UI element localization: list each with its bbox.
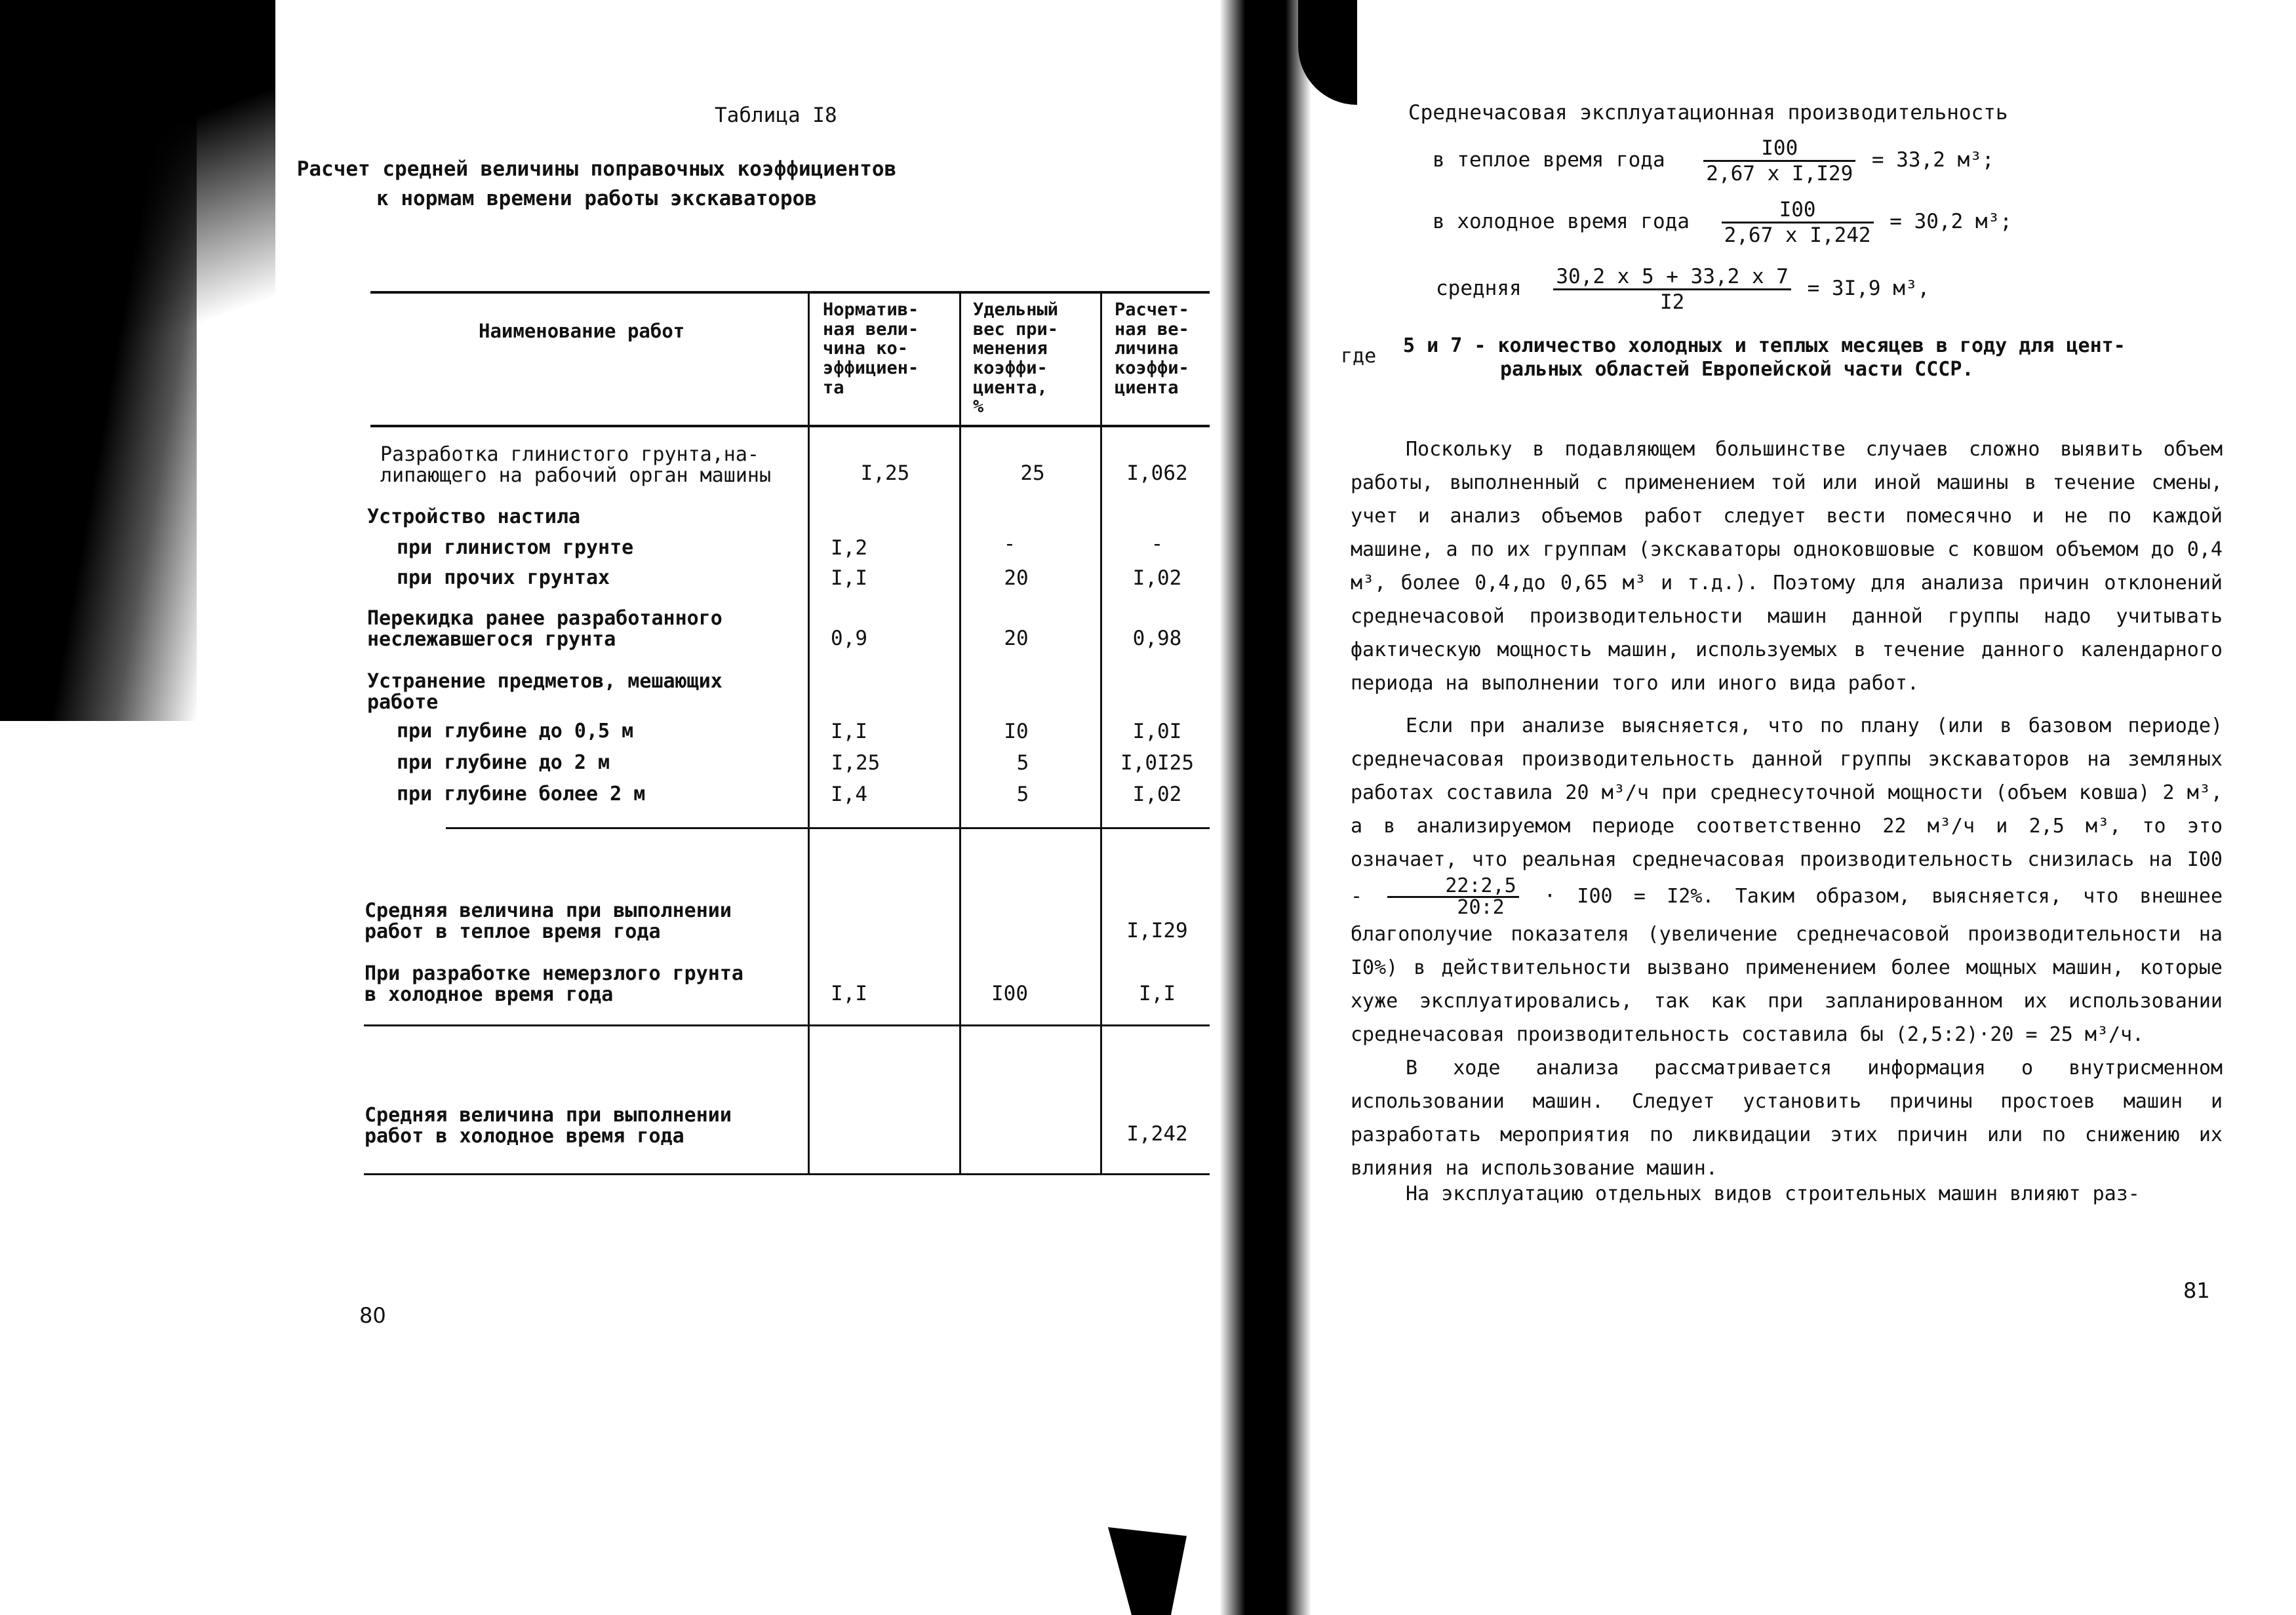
fraction-denominator: I2 bbox=[1659, 290, 1685, 314]
table-title bbox=[236, 155, 957, 214]
table-caption: Таблица I8 bbox=[715, 104, 837, 127]
fraction-numerator: I00 bbox=[1703, 136, 1855, 162]
table-cell-norm: I,I bbox=[831, 566, 867, 590]
column-header: Удельный вес при- менения коэффи- циента, % bbox=[973, 300, 1059, 418]
table-cell-calc: I,0I25 bbox=[1120, 751, 1194, 775]
where-prefix: где bbox=[1341, 345, 1377, 368]
table-row-label: при прочих грунтах bbox=[397, 566, 610, 589]
formula-label: в теплое время года bbox=[1433, 148, 1665, 172]
table-header-rule bbox=[370, 425, 1210, 427]
table-cell-share: 25 bbox=[1020, 461, 1045, 485]
table-row-label: при глинистом грунте bbox=[397, 536, 634, 559]
table-title-line: Расчет средней величины поправочных коэффициентов bbox=[296, 157, 897, 181]
column-header: Норматив- ная вели- чина ко- эффициен- та bbox=[823, 300, 919, 398]
paragraph-text: · I00 = I2%. Таким образом, выясняется, что внешнее благополучие показателя (увеличение среднечасовой производительности на I0%) в действительности вызвано применением более мощных машин, которые хуже эксплуатировались, так как при запланированном их использовании среднечасовая производительность составила бы (2,5:2)·20 = 25 м³/ч. bbox=[1351, 885, 2223, 1046]
page-number-right: 81 bbox=[2183, 1278, 2210, 1303]
table-cell-calc: I,I29 bbox=[1126, 919, 1188, 943]
fraction-denominator: 2,67 х I,242 bbox=[1724, 224, 1871, 247]
table-bottom-rule bbox=[364, 1173, 1210, 1175]
table-col-line bbox=[1100, 291, 1102, 1175]
table-cell-calc: I,242 bbox=[1126, 1122, 1188, 1146]
table-cell-share: 20 bbox=[1004, 627, 1029, 650]
table-rule bbox=[446, 827, 1210, 829]
table-row-label: Разработка глинистого грунта,на- липающего на рабочий орган машины bbox=[380, 443, 772, 487]
page-number-left: 80 bbox=[359, 1303, 386, 1328]
table-cell-norm: I,I bbox=[831, 982, 867, 1005]
book-gutter bbox=[1219, 0, 1311, 1615]
table-row-label: при глубине до 2 м bbox=[397, 751, 610, 774]
fraction-denominator: 20:2 bbox=[1457, 896, 1505, 919]
paragraph: Поскольку в подавляющем большинстве случаев сложно выявить объем работы, выполненный с применением той или иной машины в течение смены, учет и анализ объемов работ следует вести помесячно и не по каждой машине, а по их группам (экскаваторы одноковшовые с ковшом объемом до 0,4 м³, более 0,4,до 0,65 м³ и т.д.). Поэтому для анализа причин отклонений среднечасовой производительности машин данной группы надо учитывать фактическую мощность машин, используемых в течение данного календарного периода на выполнении того или иного вида работ. bbox=[1351, 438, 2223, 695]
paragraph bbox=[1351, 709, 2223, 1051]
scan-blot-bottom bbox=[1108, 1527, 1187, 1615]
table-row-label: Средняя величина при выполнении работ в холодное время года bbox=[365, 1104, 732, 1148]
table-cell-norm: I,25 bbox=[831, 751, 881, 775]
fraction bbox=[1387, 876, 1518, 918]
formula-heading: Среднечасовая эксплуатационная производительность bbox=[1408, 101, 2008, 125]
fraction-numerator: 22:2,5 bbox=[1387, 876, 1518, 898]
formula-label: в холодное время года bbox=[1433, 210, 1690, 233]
table-row-label: Перекидка ранее разработанного неслежавшегося грунта bbox=[367, 607, 722, 651]
paragraph-text: Если при анализе выясняется, что по плану (или в базовом периоде) среднечасовая производительность данной группы экскаваторов на земляных работах составила 20 м³/ч при среднесуточной мощности (объем ковша) 2 м³, а в анализируемом периоде соответственно 22 м³/ч и 2,5 м³, то это означает, что реальная среднечасовая производительность снизилась на I00 - bbox=[1351, 714, 2223, 908]
table-cell-calc: I,02 bbox=[1132, 566, 1182, 590]
table-row-label: Устройство настила bbox=[367, 505, 581, 528]
table-cell-norm: I,25 bbox=[860, 461, 910, 485]
table-row-label: при глубине более 2 м bbox=[397, 783, 646, 806]
paragraph: На эксплуатацию отдельных видов строительных машин влияют раз- bbox=[1406, 1182, 2140, 1205]
fraction bbox=[1553, 265, 1791, 314]
formula-cold bbox=[1433, 198, 2012, 247]
table-row-label: при глубине до 0,5 м bbox=[397, 720, 634, 743]
where-note bbox=[1403, 334, 2126, 381]
table-row-label: Устранение предметов, мешающих работе bbox=[367, 670, 722, 714]
table-cell-share: I0 bbox=[1004, 720, 1029, 743]
table-cell-norm: 0,9 bbox=[831, 627, 867, 650]
table-cell-share: I00 bbox=[991, 982, 1028, 1005]
formula-result: = 3I,9 м³, bbox=[1807, 277, 1930, 300]
table-cell-calc: I,02 bbox=[1132, 783, 1182, 806]
fraction-denominator: 2,67 х I,I29 bbox=[1706, 162, 1853, 185]
table-cell-calc: I,I bbox=[1139, 982, 1176, 1005]
table-cell-norm: I,4 bbox=[831, 783, 867, 806]
column-header: Расчет- ная ве- личина коэффи- циента bbox=[1115, 300, 1189, 398]
table-top-rule bbox=[370, 291, 1210, 294]
where-line: ральных областей Европейской части СССР. bbox=[1500, 358, 1974, 381]
table-cell-norm: I,2 bbox=[831, 536, 867, 560]
table-col-line bbox=[808, 291, 810, 1175]
fraction bbox=[1722, 198, 1874, 247]
column-header: Наименование работ bbox=[479, 320, 685, 342]
table-title-line: к нормам времени работы экскаваторов bbox=[376, 186, 817, 210]
table-cell-norm: I,I bbox=[831, 720, 867, 743]
table-cell-share: 5 bbox=[1016, 751, 1029, 775]
table-cell-calc: I,0I bbox=[1132, 720, 1182, 743]
fraction-numerator: I00 bbox=[1722, 198, 1874, 224]
table-row-label: Средняя величина при выполнении работ в теплое время года bbox=[365, 899, 732, 943]
formula-label: средняя bbox=[1436, 277, 1522, 300]
scan-shadow-left-top bbox=[0, 0, 275, 367]
table-cell-share: - bbox=[1003, 532, 1016, 556]
table-col-line bbox=[959, 291, 961, 1175]
table-cell-share: 20 bbox=[1004, 566, 1029, 590]
formula-result: = 30,2 м³; bbox=[1890, 210, 2012, 233]
table-cell-calc: 0,98 bbox=[1132, 627, 1182, 650]
formula-warm bbox=[1433, 136, 1994, 185]
table-cell-calc: I,062 bbox=[1126, 461, 1188, 485]
paragraph: В ходе анализа рассматривается информация о внутрисменном использовании машин. Следует установить причины простоев машин и разработать мероприятия по ликвидации этих причин или по снижению их влияния на использование машин. bbox=[1351, 1057, 2223, 1180]
table-cell-calc: - bbox=[1151, 532, 1164, 556]
formula-result: = 33,2 м³; bbox=[1871, 148, 1994, 172]
table-row-label: При разработке немерзлого грунта в холодное время года bbox=[365, 962, 743, 1006]
table-cell-share: 5 bbox=[1016, 783, 1029, 806]
fraction bbox=[1703, 136, 1855, 185]
table-rule bbox=[364, 1024, 1210, 1026]
fraction-numerator: 30,2 х 5 + 33,2 х 7 bbox=[1553, 265, 1791, 290]
formula-average bbox=[1436, 265, 1930, 314]
where-line: 5 и 7 - количество холодных и теплых месяцев в году для цент- bbox=[1403, 334, 2126, 357]
